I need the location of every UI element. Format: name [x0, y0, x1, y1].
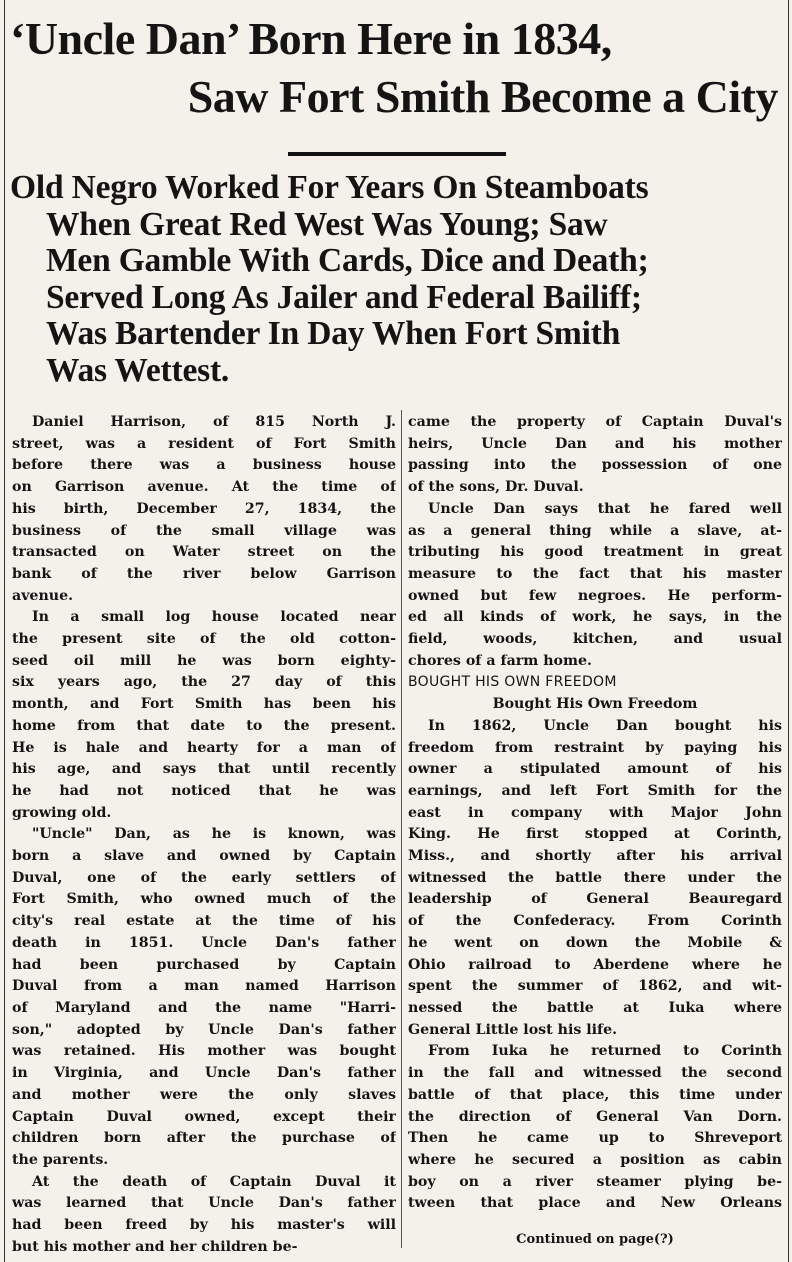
article-text-line: tributing his good treatment in great — [408, 544, 782, 561]
article-text-line: his birth, December 27, 1834, the — [12, 500, 396, 517]
article-text-line: earnings, and left Fort Smith for the — [408, 782, 782, 799]
right-column-part-1 — [408, 412, 782, 672]
article-text-line: the present site of the old cotton- — [12, 631, 396, 648]
article-text-line: of Maryland and the name "Harri- — [12, 999, 396, 1016]
article-text-line: transacted on Water street on the — [12, 544, 396, 561]
article-text-line: in the fall and witnessed the second — [408, 1065, 782, 1082]
article-text-line: freedom from restraint by paying his — [408, 739, 782, 756]
article-text-line: city's real estate at the time of his — [12, 913, 396, 930]
article-text-line: chores of a farm home. — [408, 652, 592, 669]
article-text-line: the direction of General Van Dorn. — [408, 1108, 782, 1125]
article-text-line: boy on a river steamer plying be- — [408, 1173, 782, 1190]
article-text-line: "Uncle" Dan, as he is known, was — [32, 826, 396, 843]
article-column-left — [12, 412, 396, 1258]
article-text-line: as a general thing while a slave, at- — [408, 522, 782, 539]
deck-line: Was Wettest. — [46, 351, 230, 389]
article-text-line: owner a stipulated amount of his — [408, 761, 782, 778]
article-text-line: avenue. — [12, 587, 74, 604]
deck-line: Served Long As Jailer and Federal Bailiff; — [46, 278, 642, 316]
article-text-line: came the property of Captain Duval's — [408, 414, 782, 430]
headline — [8, 10, 784, 126]
article-text-line: witnessed the battle there under the — [408, 869, 782, 886]
section-subhead-caps: BOUGHT HIS OWN FREEDOM — [408, 674, 617, 691]
article-text-line: his age, and says that until recently — [12, 761, 396, 778]
article-text-line: son," adopted by Uncle Dan's father — [12, 1021, 396, 1038]
article-text-line: in Virginia, and Uncle Dan's father — [12, 1065, 396, 1082]
headline-line-1: ‘Uncle Dan’ Born Here in 1834, — [10, 13, 612, 64]
article-text-line: leadership of General Beauregard — [408, 891, 782, 908]
article-text-line: born a slave and owned by Captain — [12, 848, 396, 865]
article-text-line: month, and Fort Smith has been his — [12, 696, 396, 713]
article-text-line: the parents. — [12, 1151, 109, 1168]
article-text-line: was retained. His mother was bought — [12, 1043, 396, 1060]
headline-line-2: Saw Fort Smith Become a City — [187, 71, 778, 122]
article-text-line: General Little lost his life. — [408, 1021, 618, 1038]
article-text-line: of the Confederacy. From Corinth — [408, 913, 782, 930]
article-text-line: Duval from a man named Harrison — [12, 978, 396, 995]
page-edge-right — [788, 0, 789, 1262]
article-column-right — [408, 412, 782, 1251]
article-text-line: King. He first stopped at Corinth, — [408, 826, 782, 843]
article-text-line: battle of that place, this time under — [408, 1086, 782, 1103]
article-text-line: In a small log house located near — [32, 609, 396, 626]
deck-line: When Great Red West Was Young; Saw — [46, 205, 608, 243]
article-text-line: he went on down the Mobile & — [408, 934, 782, 951]
deck-line: Was Bartender In Day When Fort Smith — [46, 315, 621, 352]
continued-notice: Continued on page(?) — [516, 1232, 674, 1248]
article-text-line: seed oil mill he was born eighty- — [12, 652, 396, 669]
article-text-line: was learned that Uncle Dan's father — [12, 1195, 396, 1212]
right-column-part-2 — [408, 716, 782, 1215]
article-text-line: he had not noticed that he was — [12, 782, 396, 799]
article-text-line: children born after the purchase of — [12, 1130, 396, 1147]
article-text-line: measure to the fact that his master — [408, 565, 782, 582]
article-text-line: field, woods, kitchen, and usual — [408, 631, 782, 648]
article-text-line: home from that date to the present. — [12, 717, 396, 734]
article-text-line: ed all kinds of work, he says, in the — [408, 609, 782, 626]
article-text-line: Duval, one of the early settlers of — [12, 869, 396, 886]
article-text-line: and mother were the only slaves — [12, 1086, 396, 1103]
article-text-line: business of the small village was — [12, 522, 396, 539]
article-text-line: Miss., and shortly after his arrival — [408, 848, 782, 865]
article-text-line: Uncle Dan says that he fared well — [428, 500, 782, 517]
article-text-line: on Garrison avenue. At the time of — [12, 479, 396, 496]
article-text-line: Fort Smith, who owned much of the — [12, 891, 396, 908]
article-text-line: where he secured a position as cabin — [408, 1151, 782, 1168]
article-text-line: bank of the river below Garrison — [12, 565, 396, 582]
article-text-line: Ohio railroad to Aberdene where he — [408, 956, 782, 973]
article-text-line: six years ago, the 27 day of this — [12, 674, 396, 691]
article-text-line: Captain Duval owned, except their — [12, 1108, 396, 1125]
article-text-line: Daniel Harrison, of 815 North J. — [32, 414, 396, 430]
article-text-line: nessed the battle at Iuka where — [408, 999, 782, 1016]
headline-rule — [288, 152, 506, 156]
article-text-line: death in 1851. Uncle Dan's father — [12, 934, 396, 951]
article-text-line: but his mother and her children be- — [12, 1238, 298, 1255]
article-text-line: before there was a business house — [12, 457, 396, 474]
article-text-line: heirs, Uncle Dan and his mother — [408, 435, 782, 452]
article-text-line: spent the summer of 1862, and wit- — [408, 978, 782, 995]
deck-line: Old Negro Worked For Years On Steamboats — [10, 169, 649, 206]
article-text-line: In 1862, Uncle Dan bought his — [428, 717, 782, 734]
page-edge-left — [4, 0, 5, 1262]
article-text-line: passing into the possession of one — [408, 457, 782, 474]
deck-line: Men Gamble With Cards, Dice and Death; — [46, 242, 649, 279]
article-text-line: At the death of Captain Duval it — [32, 1173, 396, 1190]
article-text-line: had been freed by his master's will — [12, 1217, 396, 1234]
section-subhead: Bought His Own Freedom — [492, 696, 698, 713]
article-text-line: owned but few negroes. He perform- — [408, 587, 782, 604]
article-text-line: He is hale and hearty for a man of — [12, 739, 396, 756]
article-text-line: From Iuka he returned to Corinth — [428, 1043, 782, 1060]
article-text-line: had been purchased by Captain — [12, 956, 396, 973]
article-text-line: east in company with Major John — [408, 804, 782, 821]
article-text-line: tween that place and New Orleans — [408, 1195, 782, 1212]
article-text-line: street, was a resident of Fort Smith — [12, 435, 396, 452]
column-divider — [401, 410, 402, 1248]
deck-subheadline — [10, 170, 782, 389]
article-text-line: growing old. — [12, 804, 112, 821]
article-text-line: Then he came up to Shreveport — [408, 1130, 782, 1147]
article-text-line: of the sons, Dr. Duval. — [408, 479, 584, 496]
